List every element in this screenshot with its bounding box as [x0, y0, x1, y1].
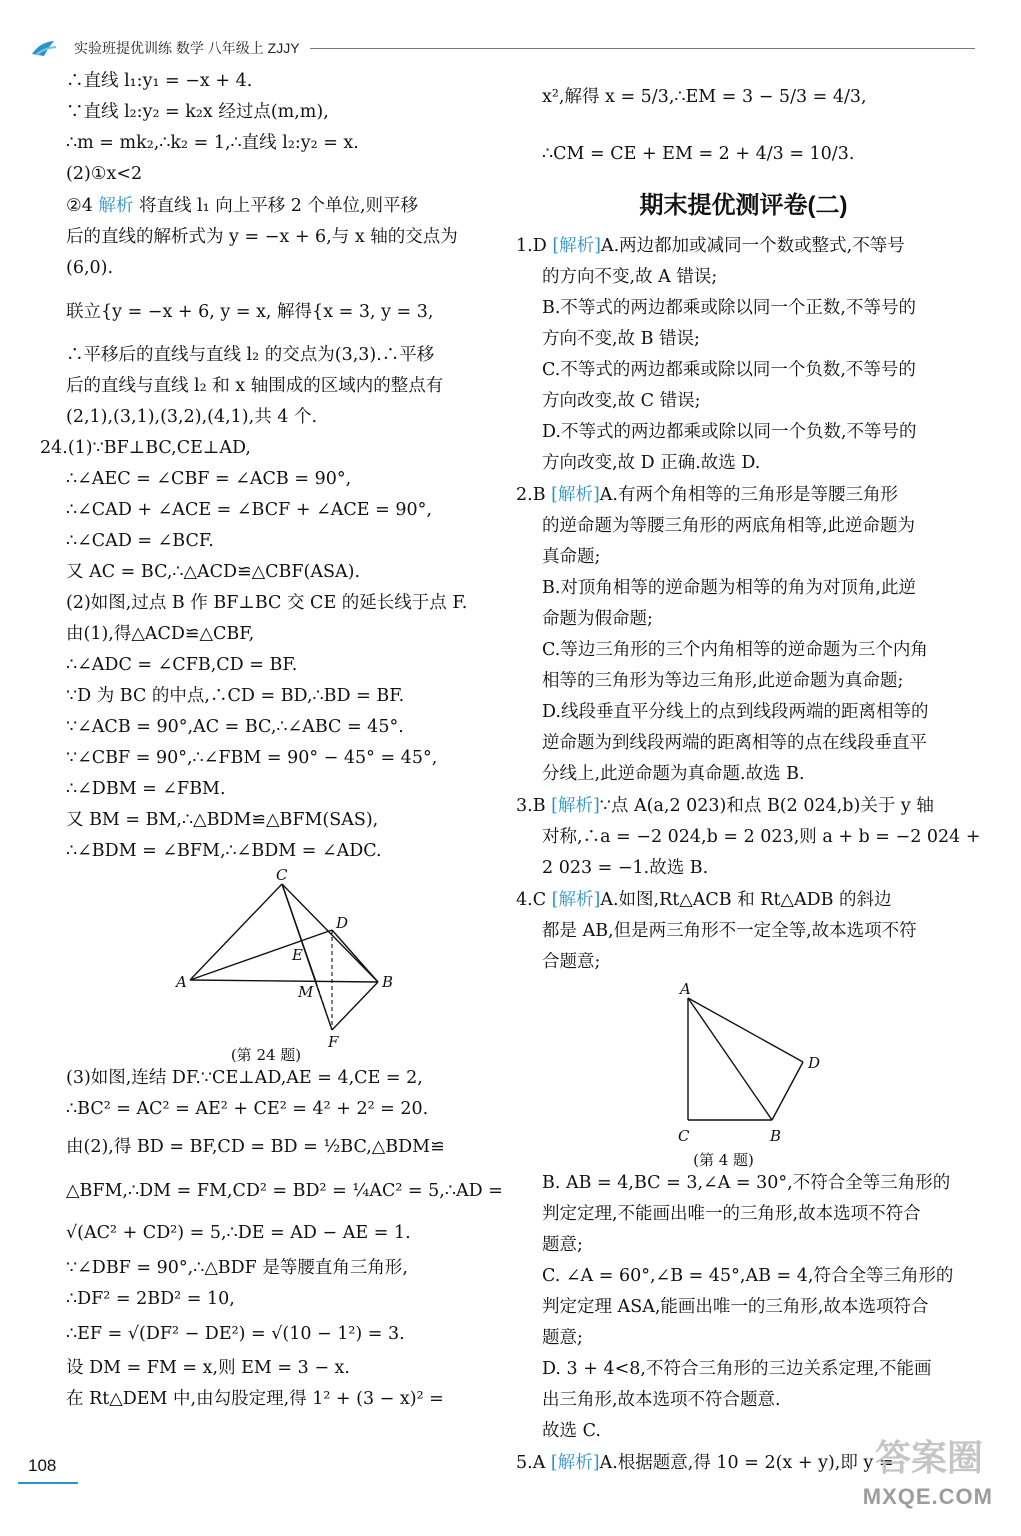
point-label-f: F [328, 1033, 339, 1051]
analysis-tag: 解析 [558, 889, 594, 909]
point-label-d: D [808, 1054, 821, 1072]
text-line: A.有两个角相等的三角形是等腰三角形 [599, 485, 898, 505]
answer-number: ②4 [66, 196, 93, 216]
point-label-b: B [382, 973, 394, 991]
text-line: D.线段垂直平分线上的点到线段两端的距离相等的 [542, 702, 929, 722]
answer-number: 4.C [516, 890, 547, 910]
text-line: (6,0). [66, 258, 114, 278]
point-label-d: D [336, 914, 349, 932]
page-number-bar [18, 1482, 78, 1484]
figure-4-caption: (第 4 题) [693, 1151, 754, 1169]
text-line: ∵∠CBF = 90°,∴∠FBM = 90° − 45° = 45°, [66, 748, 438, 768]
section-title: 期末提优测评卷(二) [639, 192, 848, 219]
text-line: 真命题; [542, 547, 601, 567]
text-line: ∵D 为 BC 的中点,∴CD = BD,∴BD = BF. [66, 686, 405, 706]
question-1-head: 1.D [解析]A.两边都加或减同一个数或整式,不等号 [516, 235, 905, 256]
point-label-a: A [680, 980, 691, 998]
analysis-tag: 解析 [559, 235, 595, 255]
text-line: 分线上,此逆命题为真命题.故选 B. [542, 764, 805, 784]
analysis-tag: 解析 [98, 195, 134, 215]
text-line: ∴m = mk₂,∴k₂ = 1,∴直线 l₂:y₂ = x. [66, 133, 359, 153]
text-line: √(AC² + CD²) = 5,∴DE = AD − AE = 1. [66, 1223, 411, 1243]
analysis-tag: 解析 [557, 484, 593, 504]
text-line: D.不等式的两边都乘或除以同一个负数,不等号的 [542, 422, 917, 442]
question-24-head: 24.(1)∵BF⊥BC,CE⊥AD, [40, 438, 251, 458]
header-rule [310, 48, 975, 49]
text-line: 由(2),得 BD = BF,CD = BD = ½BC,△BDM≌ [66, 1137, 445, 1157]
answer-number: 2.B [516, 485, 546, 505]
text-line: 方向改变,故 C 错误; [542, 391, 701, 411]
text-line: △BFM,∴DM = FM,CD² = BD² = ¼AC² = 5,∴AD = [66, 1181, 503, 1201]
text-line: A.如图,Rt△ACB 和 Rt△ADB 的斜边 [600, 890, 892, 910]
text-line: x²,解得 x = 5/3,∴EM = 3 − 5/3 = 4/3, [542, 87, 867, 107]
figure-24 [40, 867, 502, 1063]
text-line: 题意; [542, 1235, 583, 1255]
text-line: 方向不变,故 B 错误; [542, 329, 700, 349]
watermark-logo: 答案圈 [874, 1437, 983, 1478]
text-line: D. 3 + 4<8,不符合三角形的三边关系定理,不能画 [542, 1359, 932, 1379]
text-line: ∴∠AEC = ∠CBF = ∠ACB = 90°, [66, 469, 352, 489]
answer-number: 1.D [516, 236, 547, 256]
text-line: 判定定理 ASA,能画出唯一的三角形,故本选项符合 [542, 1297, 929, 1317]
text-line: ∵直线 l₂:y₂ = k₂x 经过点(m,m), [66, 102, 329, 122]
question-2-head: 2.B [解析]A.有两个角相等的三角形是等腰三角形 [516, 484, 898, 505]
text-line: 后的直线的解析式为 y = −x + 6,与 x 轴的交点为 [66, 227, 458, 247]
question-5-head: 5.A [解析]A.根据题意,得 10 = 2(x + y),即 y = [516, 1452, 894, 1473]
text-line: 又 AC = BC,∴△ACD≌△CBF(ASA). [66, 562, 361, 582]
text-line: ∴直线 l₁:y₁ = −x + 4. [66, 71, 253, 91]
text-line: ∵∠DBF = 90°,∴△BDF 是等腰直角三角形, [66, 1258, 408, 1278]
text-line: 的逆命题为等腰三角形的两底角相等,此逆命题为 [542, 516, 916, 536]
text-line: A.两边都加或减同一个数或整式,不等号 [600, 236, 905, 256]
text-line: 对称,∴a = −2 024,b = 2 023,则 a + b = −2 024 + [542, 827, 981, 847]
text-line: B.对顶角相等的逆命题为相等的角为对顶角,此逆 [542, 578, 916, 598]
text-line: C.不等式的两边都乘或除以同一个负数,不等号的 [542, 360, 916, 380]
right-column [516, 66, 981, 1479]
text-line: (2)①x<2 [66, 164, 143, 184]
book-logo-icon [30, 38, 58, 58]
point-label-e: E [292, 946, 303, 964]
point-label-b: B [770, 1127, 782, 1145]
text-line: ∴∠DBM = ∠FBM. [66, 779, 226, 799]
text-line: 故选 C. [542, 1421, 601, 1441]
point-label-a: A [176, 973, 187, 991]
watermark [833, 1430, 993, 1510]
text-line: 由(1),得△ACD≌△CBF, [66, 624, 255, 644]
text-line: B. AB = 4,BC = 3,∠A = 30°,不符合全等三角形的 [542, 1173, 951, 1193]
text-line: ∴∠CAD + ∠ACE = ∠BCF + ∠ACE = 90°, [66, 500, 432, 520]
answer-number: 5.A [516, 1453, 546, 1473]
text-line: 合题意; [542, 952, 601, 972]
text-line: (2,1),(3,1),(3,2),(4,1),共 4 个. [66, 407, 318, 427]
text-line: 相等的三角形为等边三角形,此逆命题为真命题; [542, 671, 904, 691]
figure-24-diagram [40, 866, 502, 1051]
text-line: ∴CM = CE + EM = 2 + 4/3 = 10/3. [542, 144, 855, 164]
text-line: ∵∠ACB = 90°,AC = BC,∴∠ABC = 45°. [66, 717, 404, 737]
figure-4 [516, 978, 971, 1168]
text-line: B.不等式的两边都乘或除以同一个正数,不等号的 [542, 298, 916, 318]
text-line: ∴∠BDM = ∠BFM,∴∠BDM = ∠ADC. [66, 841, 382, 861]
point-label-c: C [678, 1127, 690, 1145]
text-line: 逆命题为到线段两端的距离相等的点在线段垂直平 [542, 733, 927, 753]
text-line: ∵点 A(a,2 023)和点 B(2 024,b)关于 y 轴 [599, 796, 934, 816]
answer-number: 3.B [516, 796, 546, 816]
watermark-url: MXQE.COM [862, 1484, 993, 1509]
question-3-head: 3.B [解析]∵点 A(a,2 023)和点 B(2 024,b)关于 y 轴 [516, 795, 934, 816]
text-line: (3)如图,连结 DF.∵CE⊥AD,AE = 4,CE = 2, [66, 1068, 423, 1088]
text-line: ∴平移后的直线与直线 l₂ 的交点为(3,3).∴平移 [66, 345, 435, 365]
header-title: 实验班提优训练 数学 八年级上 ZJJY [74, 40, 300, 56]
question-4-head: 4.C [解析]A.如图,Rt△ACB 和 Rt△ADB 的斜边 [516, 889, 892, 910]
text-line: 方向改变,故 D 正确.故选 D. [542, 453, 761, 473]
page-number [18, 1452, 74, 1484]
text-line: 题意; [542, 1328, 583, 1348]
figure-4-diagram [516, 978, 971, 1144]
point-label-c: C [276, 866, 288, 884]
text-line: 判定定理,不能画出唯一的三角形,故本选项不符合 [542, 1204, 921, 1224]
analysis-tag: 解析 [557, 795, 593, 815]
analysis-text: 将直线 l₁ 向上平移 2 个单位,则平移 [138, 196, 419, 216]
text-line: (2)如图,过点 B 作 BF⊥BC 交 CE 的延长线于点 F. [66, 593, 468, 613]
page-header [30, 36, 975, 60]
text-line: 设 DM = FM = x,则 EM = 3 − x. [66, 1358, 350, 1378]
text-line: C. ∠A = 60°,∠B = 45°,AB = 4,符合全等三角形的 [542, 1266, 954, 1286]
analysis-line [40, 190, 502, 222]
left-column [40, 66, 502, 1415]
text-line: ∴EF = √(DF² − DE²) = √(10 − 1²) = 3. [66, 1324, 405, 1344]
analysis-tag: 解析 [557, 1452, 593, 1472]
text-line: 命题为假命题; [542, 609, 653, 629]
text-line: ∴∠ADC = ∠CFB,CD = BF. [66, 655, 298, 675]
point-label-m: M [298, 983, 314, 1001]
text-line: A.根据题意,得 10 = 2(x + y),即 y = [599, 1453, 894, 1473]
text-line: ∴∠CAD = ∠BCF. [66, 531, 214, 551]
text-line: 的方向不变,故 A 错误; [542, 267, 718, 287]
text-line: 都是 AB,但是两三角形不一定全等,故本选项不符 [542, 921, 917, 941]
text-line: 出三角形,故本选项不符合题意. [542, 1390, 781, 1410]
text-line: 2 023 = −1.故选 B. [542, 858, 709, 878]
text-line: C.等边三角形的三个内角相等的逆命题为三个内角 [542, 640, 928, 660]
text-line: ∴BC² = AC² = AE² + CE² = 4² + 2² = 20. [66, 1099, 429, 1119]
figure-24-caption: (第 24 题) [230, 1046, 302, 1064]
text-line: 又 BM = BM,∴△BDM≌△BFM(SAS), [66, 810, 379, 830]
text-line: 联立{y = −x + 6, y = x, 解得{x = 3, y = 3, [66, 302, 434, 322]
text-line: ∴DF² = 2BD² = 10, [66, 1289, 235, 1309]
page-number-text: 108 [28, 1456, 57, 1475]
text-line: 在 Rt△DEM 中,由勾股定理,得 1² + (3 − x)² = [66, 1389, 444, 1409]
text-line: 后的直线与直线 l₂ 和 x 轴围成的区域内的整点有 [66, 376, 444, 396]
